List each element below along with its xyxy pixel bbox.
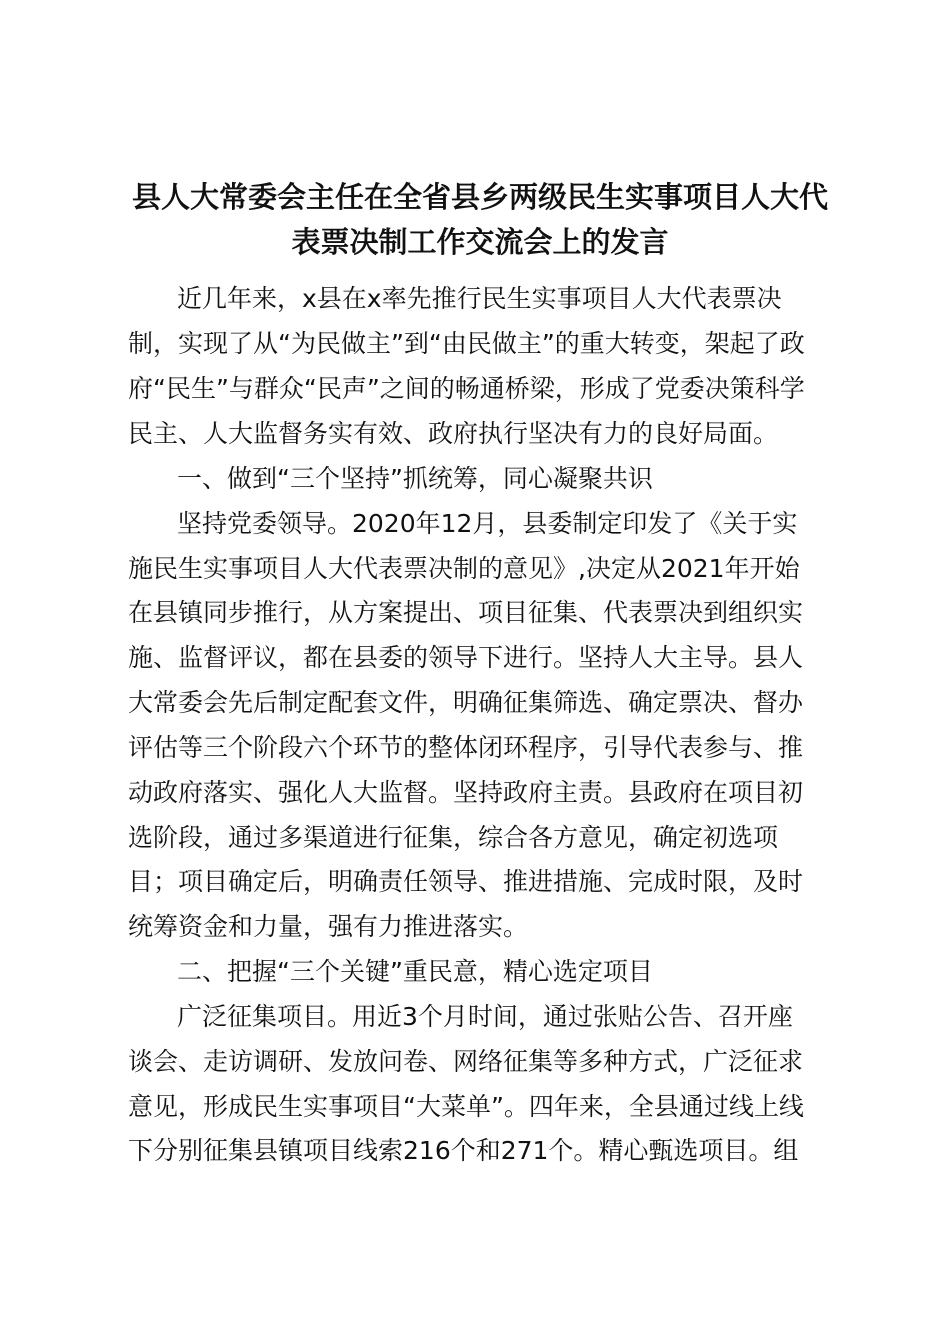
document-title-line-1: 县人大常委会主任在全省县乡两级民生实事项目人大代 (131, 180, 828, 214)
paragraph-line: 府“民生”与群众“民声”之间的畅通桥梁，形成了党委决策科学 (128, 374, 805, 403)
paragraph-line: 动政府落实、强化人大监督。坚持政府主责。县政府在项目初 (128, 778, 804, 807)
paragraph-line: 谈会、走访调研、发放问卷、网络征集等多种方式，广泛征求 (128, 1047, 804, 1076)
paragraph-line: 下分别征集县镇项目线索216个和271个。精心甄选项目。组 (128, 1136, 799, 1165)
paragraph-line: 在县镇同步推行，从方案提出、项目征集、代表票决到组织实 (128, 598, 804, 627)
paragraph-line: 选阶段，通过多渠道进行征集，综合各方意见，确定初选项 (128, 823, 779, 852)
paragraph-line: 施、监督评议，都在县委的领导下进行。坚持人大主导。县人 (128, 643, 804, 672)
paragraph-line: 评估等三个阶段六个环节的整体闭环程序，引导代表参与、推 (128, 733, 804, 762)
paragraph-line: 大常委会先后制定配套文件，明确征集筛选、确定票决、督办 (128, 688, 804, 717)
paragraph-line: 制，实现了从“为民做主”到“由民做主”的重大转变，架起了政 (128, 329, 805, 358)
paragraph-line: 坚持党委领导。2020年12月，县委制定印发了《关于实 (177, 509, 798, 538)
paragraph-line: 目；项目确定后，明确责任领导、推进措施、完成时限，及时 (128, 867, 804, 896)
document-title-line-2: 表票决制工作交流会上的发言 (291, 225, 669, 259)
paragraph-line: 民主、人大监督务实有效、政府执行坚决有力的良好局面。 (128, 419, 779, 448)
paragraph-line: 施民生实事项目人大代表票决制的意见》,决定从2021年开始 (128, 554, 800, 583)
paragraph-line: 近几年来，x县在x率先推行民生实事项目人大代表票决 (177, 284, 782, 313)
paragraph-line: 意见，形成民生实事项目“大菜单”。四年来，全县通过线上线 (128, 1092, 804, 1121)
paragraph-line: 统筹资金和力量，强有力推进落实。 (128, 912, 529, 941)
section-heading: 二、把握“三个关键”重民意，精心选定项目 (177, 957, 653, 986)
section-heading: 一、做到“三个坚持”抓统筹，同心凝聚共识 (177, 464, 653, 493)
paragraph-line: 广泛征集项目。用近3个月时间，通过张贴公告、召开座 (177, 1002, 793, 1031)
